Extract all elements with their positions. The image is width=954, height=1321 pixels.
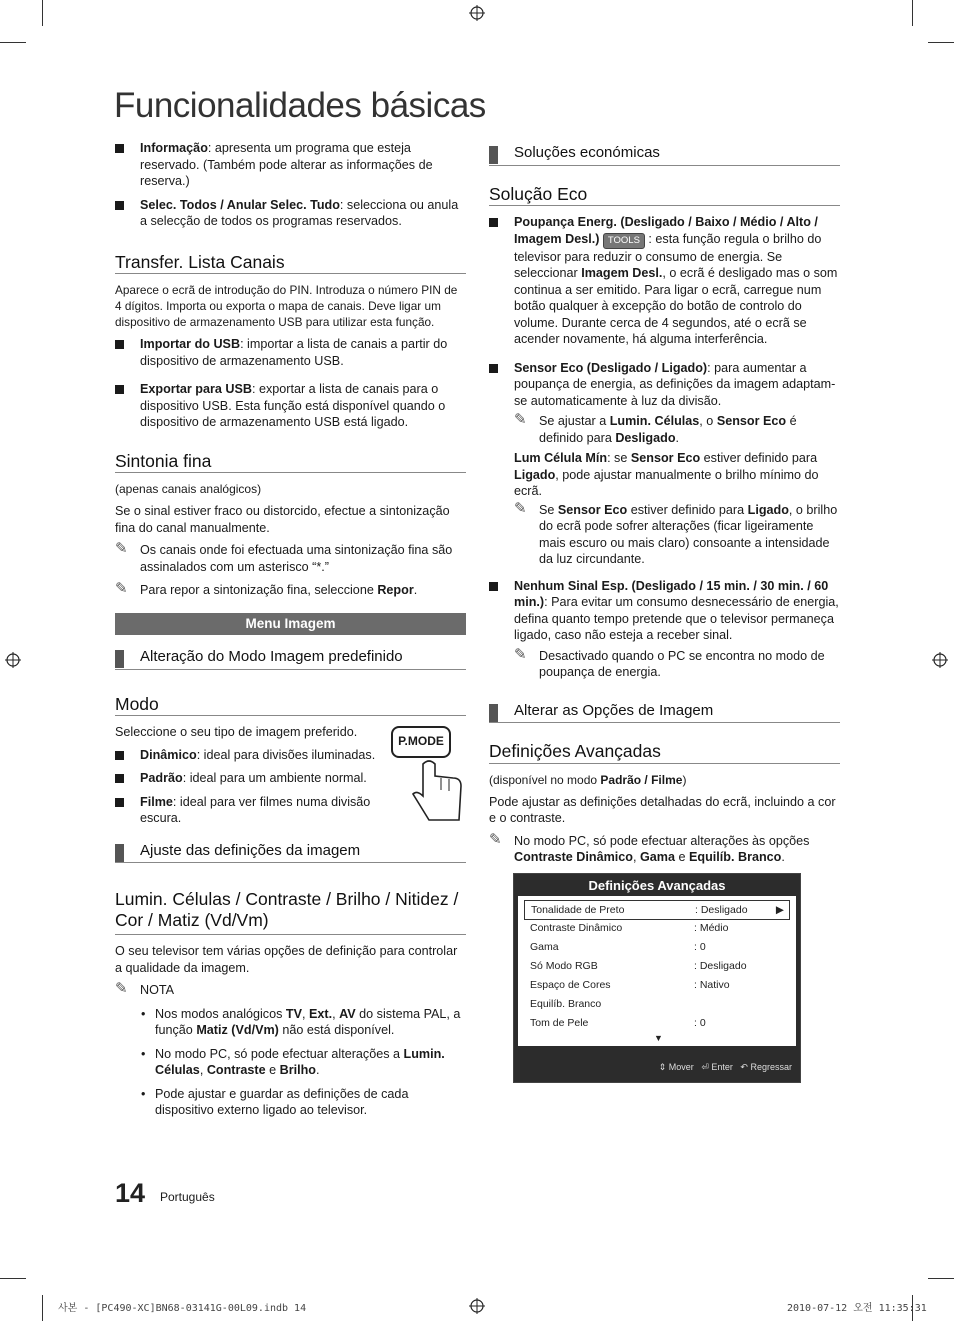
note: ✎ NOTA xyxy=(115,980,175,997)
list-item: Informação: apresenta um programa que esteja reservado. (Também pode alterar as informações de reserva.) xyxy=(115,140,466,190)
pencil-icon: ✎ xyxy=(514,499,527,517)
return-icon: ↶ xyxy=(740,1062,748,1072)
osd-row[interactable]: Gama : 0 xyxy=(530,940,706,953)
section-text: Se o sinal estiver fraco ou distorcido, efectue a sintonização fina do canal manualmente. xyxy=(115,504,450,535)
subsection-heading: Soluções económicas xyxy=(489,145,840,166)
list-item: Filme: ideal para ver filmes numa divisão escura. xyxy=(115,794,390,827)
note: ✎ No modo PC, só pode efectuar alterações às opções Contraste Dinâmico, Gama e Equilíb. Branco. xyxy=(489,830,810,864)
osd-title: Definições Avançadas xyxy=(588,877,726,893)
section-subtext: (disponível no modo Padrão / Filme) xyxy=(489,772,687,787)
registration-mark-icon xyxy=(469,5,485,21)
section-banner: Menu Imagem xyxy=(115,613,466,636)
osd-menu xyxy=(518,896,796,1046)
section-heading: Definições Avançadas xyxy=(489,743,840,764)
subsection-heading: Ajuste das definições da imagem xyxy=(115,843,466,864)
section-subtext: (apenas canais analógicos) xyxy=(115,482,262,496)
registration-mark-icon xyxy=(932,652,948,668)
updown-icon: ⇕ xyxy=(658,1062,667,1072)
osd-row[interactable]: Tonalidade de Preto : Desligado ▶ xyxy=(524,900,790,920)
osd-row[interactable]: Espaço de Cores : Nativo xyxy=(530,978,730,991)
list-item: • No modo PC, só pode efectuar alterações a Lumin. Células, Contraste e Brilho. xyxy=(141,1046,445,1077)
sub-item: Lum Célula Mín: se Sensor Eco estiver definido para Ligado, pode ajustar manualmente o brilho mínimo do ecrã. xyxy=(514,451,819,498)
osd-footer: ⇕ Mover ⏎ Enter ↶ Regressar xyxy=(658,1062,792,1072)
pencil-icon: ✎ xyxy=(115,580,128,597)
language-label: Português xyxy=(160,1190,215,1204)
list-item: Exportar para USB: exportar a lista de canais para o dispositivo USB. Esta função está disponível quando o dispositivo de armazenamento USB está ligado. xyxy=(115,381,466,431)
note: ✎ Se Sensor Eco estiver definido para Ligado, o brilho do ecrã pode sofrer alterações (ficar ligeiramente mais escuro ou mais claro) consoante a intensidade da luz circundante. xyxy=(514,499,838,566)
section-heading: Modo xyxy=(115,696,466,717)
list-item: Dinâmico: ideal para divisões iluminadas. xyxy=(115,747,390,764)
pencil-icon: ✎ xyxy=(489,830,502,848)
list-item: Importar do USB: importar a lista de canais a partir do dispositivo de armazenamento USB. xyxy=(115,336,466,369)
enter-icon: ⏎ xyxy=(701,1062,709,1072)
page-title: Funcionalidades básicas xyxy=(114,86,486,125)
section-text: Pode ajustar as definições detalhadas do ecrã, incluindo a cor e o contraste. xyxy=(489,794,836,825)
section-heading: Lumin. Células / Contraste / Brilho / Nitidez / Cor / Matiz (Vd/Vm) xyxy=(115,889,466,935)
page-number: 14 xyxy=(115,1178,146,1208)
pencil-icon: ✎ xyxy=(115,540,128,557)
pencil-icon: ✎ xyxy=(514,411,527,428)
left-column xyxy=(115,140,466,1126)
list-item: Sensor Eco (Desligado / Ligado): para aumentar a poupança de energia, as definições da imagem adaptam-se automaticamente à luz da divisão. ✎ Se ajustar a Lumin. Células, o Sensor Eco é definido para Desligado. Lum Célula Mín: se Sensor Eco estiver definido para Ligado, pode ajustar manualmente o brilho mínimo do ecrã. ✎ Se Sensor Eco estiver definido para Ligado, o brilho do ecrã pode sofrer alterações (ficar ligeiramente mais escuro ou mais claro) consoante a intensidade da luz circundante. xyxy=(489,360,840,568)
note: ✎ Desactivado quando o PC se encontra no modo de poupança de energia. xyxy=(514,645,825,679)
section-text: Aparece o ecrã de introdução do PIN. Introduza o número PIN de 4 dígitos. Importa ou exporta o mapa de canais. Deve ligar um dispositivo de armazenamento USB para utilizar esta função. xyxy=(115,283,458,329)
pencil-icon: ✎ xyxy=(115,980,128,997)
note: ✎ Os canais onde foi efectuada uma sintonização fina são assinalados com um asterisco “*.” xyxy=(115,540,453,574)
note: ✎ Para repor a sintonização fina, seleccione Repor. xyxy=(115,580,418,597)
pencil-icon: ✎ xyxy=(514,645,527,663)
section-text: O seu televisor tem várias opções de definição para controlar a qualidade da imagem. xyxy=(115,944,458,975)
osd-row[interactable]: Equilíb. Branco xyxy=(530,997,602,1010)
settings-osd-panel xyxy=(513,873,801,1083)
list-item: • Pode ajustar e guardar as definições de cada dispositivo externo ligado ao televisor. xyxy=(141,1086,409,1117)
section-heading: Sintonia fina xyxy=(115,453,466,474)
list-item: Selec. Todos / Anular Selec. Tudo: selecciona ou anula a selecção de todos os programas reservados. xyxy=(115,197,466,230)
pmode-button: P.MODE xyxy=(391,726,451,758)
osd-row[interactable]: Contraste Dinâmico : Médio xyxy=(530,921,729,934)
registration-mark-icon xyxy=(469,1298,485,1314)
section-text: Seleccione o seu tipo de imagem preferido. xyxy=(115,725,358,739)
print-info-left: 사본 - [PC490-XC]BN68-03141G-00L09.indb 14 xyxy=(58,1303,307,1314)
list-item: Nenhum Sinal Esp. (Desligado / 15 min. / 30 min. / 60 min.): Para evitar um consumo desnecessário de energia, defina quanto tempo pretende que o televisor permaneça ligado, caso não esteja a receber sinal. ✎ Desactivado quando o PC se encontra no modo de poupança de energia. xyxy=(489,578,840,681)
mode-block xyxy=(115,724,466,827)
section-heading: Solução Eco xyxy=(489,186,840,207)
osd-row[interactable]: Só Modo RGB : Desligado xyxy=(530,959,747,972)
scroll-down-icon: ▼ xyxy=(654,1032,663,1043)
print-info-right: 2010-07-12 오전 11:35:31 xyxy=(787,1303,927,1314)
osd-row[interactable]: Tom de Pele : 0 xyxy=(530,1016,706,1029)
list-item: Padrão: ideal para um ambiente normal. xyxy=(115,770,390,787)
note: ✎ Se ajustar a Lumin. Células, o Sensor Eco é definido para Desligado. xyxy=(514,411,797,445)
tools-button-icon: TOOLS xyxy=(603,233,645,249)
registration-mark-icon xyxy=(5,652,21,668)
subsection-heading: Alteração do Modo Imagem predefinido xyxy=(115,649,466,670)
right-column xyxy=(489,140,840,1083)
subsection-heading: Alterar as Opções de Imagem xyxy=(489,703,840,724)
list-item: • Nos modos analógicos TV, Ext., AV do sistema PAL, a função Matiz (Vd/Vm) não está disponível. xyxy=(141,1006,461,1037)
arrow-right-icon: ▶ xyxy=(775,903,784,916)
list-item: Poupança Energ. (Desligado / Baixo / Médio / Alto / Imagem Desl.) TOOLS : esta função regula o brilho do televisor para reduzir o consumo de energia. Se seleccionar Imagem Desl., o ecrã é desligado mas o som continua a ser emitido. Para ligar o ecrã, carregue num botão qualquer à excepção do botão de controlo do volume. Durante cerca de 4 segundos, até o ecrã se acender novamente, há alguma interferência. xyxy=(489,214,840,348)
section-heading: Transfer. Lista Canais xyxy=(115,254,466,275)
